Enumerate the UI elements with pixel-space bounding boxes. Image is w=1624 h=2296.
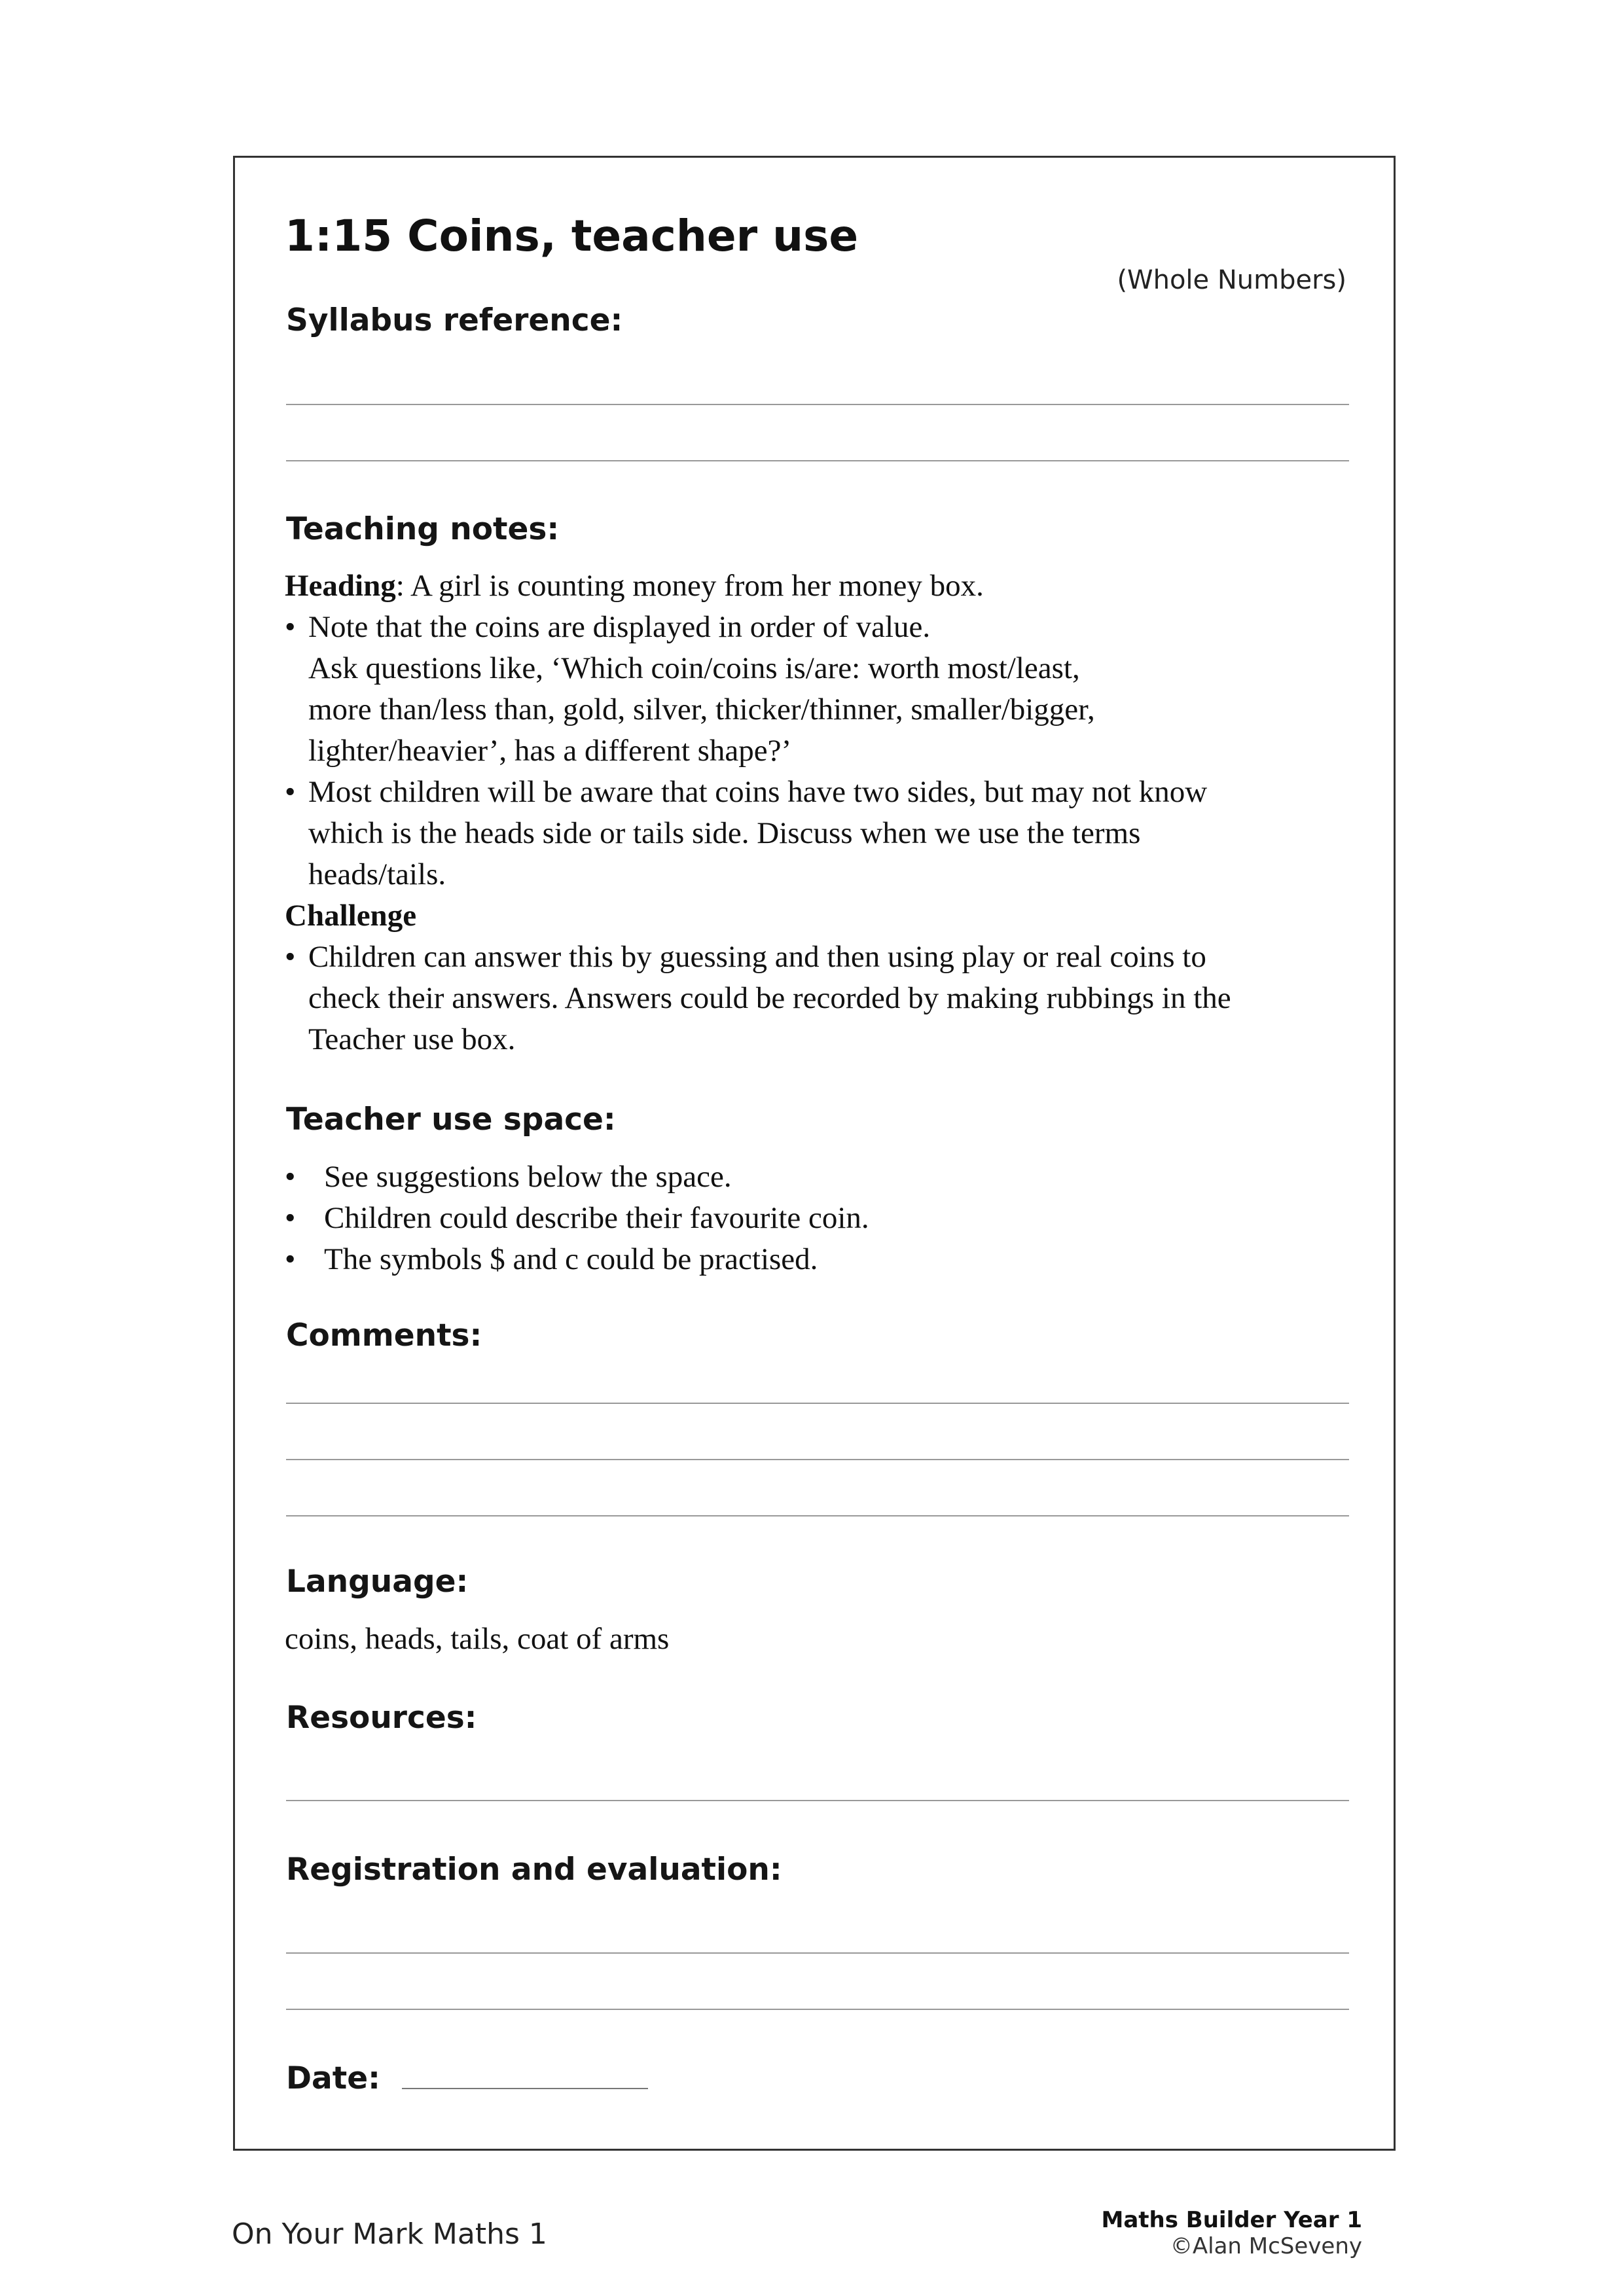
bullet-symbol: • <box>285 940 296 974</box>
comments-line-1[interactable] <box>286 1403 1349 1404</box>
bullet-3-line-1: Children can answer this by guessing and then using play or real coins to <box>308 940 1206 974</box>
challenge-label: Challenge <box>285 899 417 933</box>
bullet-symbol: • <box>285 1160 296 1194</box>
bullet-symbol: • <box>285 1242 296 1276</box>
registration-line-2[interactable] <box>286 2009 1349 2010</box>
bullet-symbol: • <box>285 1201 296 1235</box>
comments-heading: Comments: <box>286 1318 482 1354</box>
resources-heading: Resources: <box>286 1700 477 1736</box>
footer-book-title: Maths Builder Year 1 <box>1101 2207 1362 2233</box>
bullet-2-line-3: heads/tails. <box>308 857 446 891</box>
teaching-notes-heading: Teaching notes: <box>286 511 560 547</box>
syllabus-line-2[interactable] <box>286 460 1349 461</box>
registration-line-1[interactable] <box>286 1952 1349 1954</box>
footer-copyright: ©Alan McSeveny <box>1170 2233 1362 2259</box>
bullet-symbol: • <box>285 775 296 809</box>
syllabus-line-1[interactable] <box>286 404 1349 405</box>
teacher-use-heading: Teacher use space: <box>286 1102 616 1138</box>
bullet-1-line-4: lighter/heavier’, has a different shape?’ <box>308 734 792 768</box>
comments-line-2[interactable] <box>286 1459 1349 1460</box>
bullet-3-line-3: Teacher use box. <box>308 1022 516 1056</box>
teacher-use-item-2: Children could describe their favourite coin. <box>324 1201 869 1235</box>
bullet-2-line-1: Most children will be aware that coins have two sides, but may not know <box>308 775 1208 809</box>
date-field-line[interactable] <box>402 2088 648 2089</box>
teacher-use-item-3: The symbols $ and c could be practised. <box>324 1242 818 1276</box>
bullet-symbol: • <box>285 610 296 644</box>
strand-label: (Whole Numbers) <box>1117 265 1346 295</box>
bullet-1-line-1: Note that the coins are displayed in order of value. <box>308 610 931 644</box>
comments-line-3[interactable] <box>286 1515 1349 1516</box>
teacher-use-item-1: See suggestions below the space. <box>324 1160 732 1194</box>
page-title: 1:15 Coins, teacher use <box>285 211 859 261</box>
footer-series-title: On Your Mark Maths 1 <box>232 2217 547 2251</box>
language-heading: Language: <box>286 1564 469 1600</box>
resources-line[interactable] <box>286 1800 1349 1801</box>
date-label: Date: <box>286 2060 380 2096</box>
bullet-3-line-2: check their answers. Answers could be recorded by making rubbings in the <box>308 981 1231 1015</box>
language-text: coins, heads, tails, coat of arms <box>285 1622 670 1656</box>
bullet-1-line-2: Ask questions like, ‘Which coin/coins is/are: worth most/least, <box>308 651 1080 685</box>
bullet-1-line-3: more than/less than, gold, silver, thicker/thinner, smaller/bigger, <box>308 692 1095 726</box>
registration-heading: Registration and evaluation: <box>286 1852 782 1888</box>
intro-text: : A girl is counting money from her money box. <box>395 569 984 603</box>
footer-credit <box>1101 2207 1362 2259</box>
teaching-notes-intro <box>285 565 984 607</box>
bullet-2-line-2: which is the heads side or tails side. Discuss when we use the terms <box>308 816 1141 850</box>
intro-label: Heading <box>285 569 396 603</box>
syllabus-heading: Syllabus reference: <box>286 302 623 338</box>
